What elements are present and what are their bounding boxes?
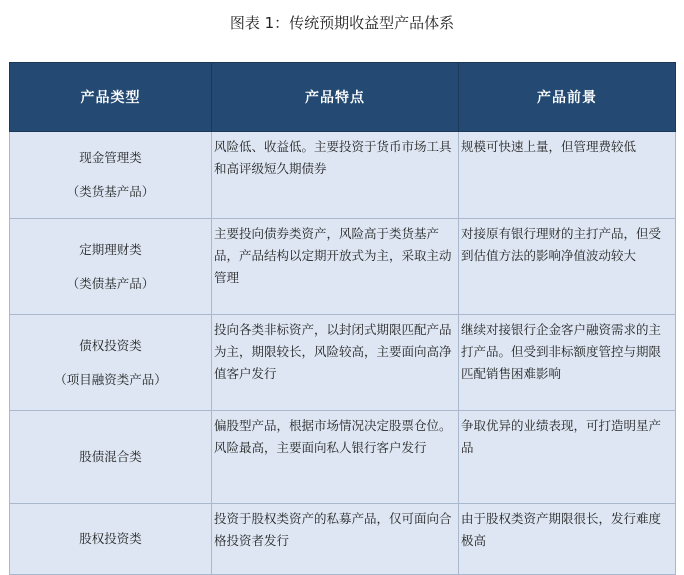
product-type-cell (10, 315, 212, 411)
product-type-sub: （项目融资类产品） (54, 371, 167, 387)
table-row (10, 132, 676, 219)
product-features-cell: 投向各类非标资产，以封闭式期限匹配产品为主，期限较长，风险较高，主要面向高净值客户发行 (212, 315, 459, 411)
product-features-cell: 主要投向债券类资产，风险高于类货基产品，产品结构以定期开放式为主，采取主动管理 (212, 219, 459, 315)
header-product-type: 产品类型 (10, 63, 212, 132)
product-type-cell (10, 132, 212, 219)
product-type-sub: （类债基产品） (66, 275, 155, 291)
table-header-row (10, 63, 676, 132)
product-type-name: 定期理财类 (79, 241, 142, 257)
header-product-features: 产品特点 (212, 63, 459, 132)
product-type-cell (10, 411, 212, 504)
product-outlook-cell: 由于股权类资产期限很长，发行难度极高 (459, 504, 676, 575)
table-row (10, 411, 676, 504)
product-type-name: 股权投资类 (79, 531, 142, 546)
product-outlook-cell: 规模可快速上量，但管理费较低 (459, 132, 676, 219)
product-features-cell: 偏股型产品，根据市场情况决定股票仓位。风险最高，主要面向私人银行客户发行 (212, 411, 459, 504)
product-outlook-cell: 争取优异的业绩表现，可打造明星产品 (459, 411, 676, 504)
header-product-outlook: 产品前景 (459, 63, 676, 132)
product-features-cell: 风险低、收益低。主要投资于货币市场工具和高评级短久期债券 (212, 132, 459, 219)
product-type-name: 债权投资类 (79, 337, 142, 353)
product-type-sub: （类货基产品） (66, 184, 155, 199)
table-row (10, 219, 676, 315)
table-row (10, 315, 676, 411)
product-type-name: 股债混合类 (79, 449, 142, 464)
product-features-cell: 投资于股权类资产的私募产品，仅可面向合格投资者发行 (212, 504, 459, 575)
product-type-cell (10, 219, 212, 315)
product-type-name: 现金管理类 (79, 150, 142, 165)
product-outlook-cell: 继续对接银行企金客户融资需求的主打产品。但受到非标额度管控与期限匹配销售困难影响 (459, 315, 676, 411)
product-outlook-cell: 对接原有银行理财的主打产品，但受到估值方法的影响净值波动较大 (459, 219, 676, 315)
product-type-cell (10, 504, 212, 575)
figure-title: 图表 1：传统预期收益型产品体系 (229, 14, 455, 32)
table-row (10, 504, 676, 575)
product-table (9, 62, 676, 575)
